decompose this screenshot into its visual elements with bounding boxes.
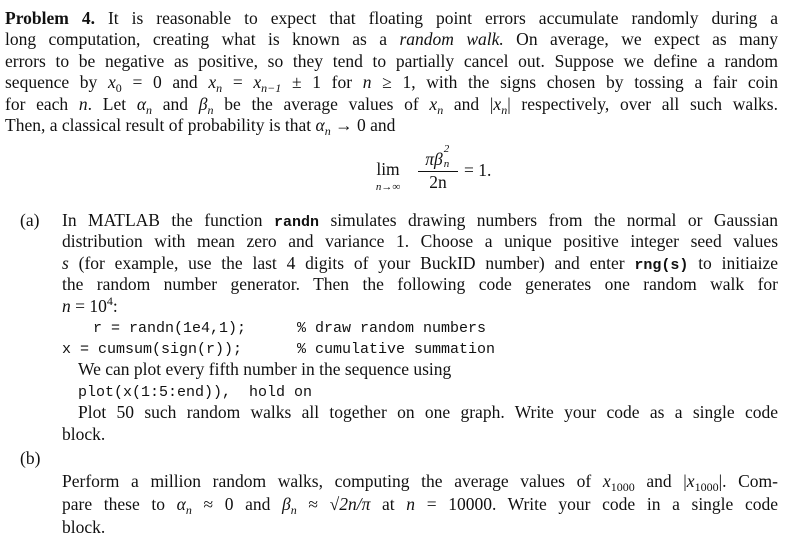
code-line-plot: plot(x(1:5:end)), hold on <box>78 384 313 401</box>
text-segment: Perform a million random walks, computing the average values of <box>62 471 603 491</box>
text-segment: for each <box>5 94 79 114</box>
numerator-scripts <box>443 143 451 170</box>
text-segment: Problem 4. <box>5 8 95 28</box>
text-segment: 4 <box>106 294 113 308</box>
text-segment: sequence by <box>5 72 108 92</box>
text-line <box>62 471 778 494</box>
text-segment: n <box>78 94 88 114</box>
text-segment: long computation, creating what is known as a <box>5 29 400 49</box>
text-segment: be the average values of <box>213 94 430 114</box>
text-segment: In MATLAB the function <box>62 210 275 230</box>
text-segment: 1000 <box>694 480 719 494</box>
text-segment: ≥ 1, with the signs chosen by tossing a fair coin <box>371 72 778 92</box>
text-segment: β <box>198 94 208 114</box>
text-segment: = 10 <box>70 296 107 316</box>
text-line <box>62 295 118 315</box>
text-segment: 2n/π <box>339 494 371 514</box>
text-segment: α <box>176 494 186 514</box>
text-segment: | respectively, over all such walks. <box>507 94 778 114</box>
text-line <box>5 29 778 49</box>
text-segment: α <box>315 115 325 135</box>
text-segment: . Let <box>87 94 137 114</box>
text-segment: = 10000. Write your code in a single code <box>415 494 778 514</box>
text-line <box>5 115 396 138</box>
text-line <box>5 51 778 71</box>
text-segment: = 0 and <box>121 72 209 92</box>
text-segment: → 0 and <box>330 115 396 135</box>
text-segment: x <box>208 72 217 92</box>
text-segment: It is reasonable to expect that floating point errors accumulate randomly during a <box>94 8 778 28</box>
text-line <box>62 253 778 273</box>
text-line <box>5 72 778 95</box>
lim-operator: lim <box>376 159 400 179</box>
text-segment: ≈ √ <box>296 494 340 514</box>
fraction-denominator: 2n <box>429 172 447 192</box>
text-segment: n <box>207 103 214 117</box>
text-segment: Then, a classical result of probability is that <box>5 115 316 135</box>
limit-equation <box>368 143 528 200</box>
text-line <box>20 448 40 468</box>
text-line <box>62 494 778 517</box>
text-segment: n <box>406 494 416 514</box>
text-segment: n <box>62 296 71 316</box>
text-segment: n−1 <box>261 81 282 95</box>
text-segment: distribution with mean zero and variance 1. Choose a unique positive integer seed values <box>62 231 778 251</box>
text-line <box>20 210 39 230</box>
text-segment: and <box>152 94 199 114</box>
code-line-randn: r = randn(1e4,1); <box>93 320 247 337</box>
text-segment: Plot 50 such random walks all together on one graph. Write your code as a single code <box>78 402 778 422</box>
text-segment: n <box>324 124 331 138</box>
numerator-sub: n <box>443 158 450 170</box>
text-segment: (for example, use the last 4 digits of your BuckID number) and enter <box>68 253 635 273</box>
inline-code: rng(s) <box>634 257 689 274</box>
text-line <box>62 517 105 537</box>
text-segment: n <box>290 503 297 517</box>
inline-code: randn <box>274 214 320 231</box>
text-segment: n <box>216 81 223 95</box>
text-segment: x <box>429 94 438 114</box>
text-segment: and | <box>443 94 494 114</box>
numerator-text: πβ <box>425 149 443 169</box>
text-segment: (a) <box>20 210 40 230</box>
text-segment: block. <box>62 517 106 537</box>
text-segment: n <box>437 103 444 117</box>
text-line <box>62 210 778 230</box>
text-segment: = <box>222 72 254 92</box>
text-line <box>78 402 778 422</box>
text-segment: errors to be negative as positive, so they tend to partially cancel out. Suppose we define a random <box>5 51 778 71</box>
text-segment: at <box>370 494 407 514</box>
text-segment: x <box>253 72 262 92</box>
text-line <box>5 8 778 28</box>
numerator-sup: 2 <box>443 143 450 155</box>
text-segment: We can plot every fifth number in the sequence using <box>78 359 452 379</box>
text-segment: simulates drawing numbers from the normal or Gaussian <box>319 210 778 230</box>
text-segment: n <box>501 103 508 117</box>
text-segment: block. <box>62 424 106 444</box>
text-segment: pare these to <box>62 494 177 514</box>
text-segment: ≈ 0 and <box>191 494 283 514</box>
text-segment: x <box>602 471 611 491</box>
text-segment: (b) <box>20 448 41 468</box>
text-segment: n <box>185 503 192 517</box>
fraction-numerator <box>416 143 460 170</box>
text-segment: |. Com- <box>718 471 778 491</box>
text-segment: x <box>493 94 502 114</box>
text-segment: s <box>62 253 69 273</box>
text-segment: x <box>686 471 695 491</box>
code-line-cumsum: x = cumsum(sign(r)); <box>62 341 243 358</box>
text-segment: ± 1 for <box>281 72 363 92</box>
text-line <box>78 359 451 379</box>
code-comment-cumsum: % cumulative summation <box>297 341 496 358</box>
text-segment: n <box>362 72 372 92</box>
text-segment: 0 <box>115 81 122 95</box>
code-comment-randn: % draw random numbers <box>297 320 487 337</box>
text-segment: α <box>136 94 147 114</box>
text-line <box>62 274 778 294</box>
text-segment: and | <box>634 471 687 491</box>
text-segment: 1000 <box>610 480 635 494</box>
text-segment: β <box>282 494 291 514</box>
text-line <box>5 94 778 117</box>
text-segment: to initiaize <box>688 253 778 273</box>
text-segment: the random number generator. Then the following code generates one random walk for <box>62 274 778 294</box>
text-line <box>62 231 778 251</box>
text-line <box>62 424 105 444</box>
text-segment: x <box>107 72 116 92</box>
text-segment: n <box>146 103 153 117</box>
text-segment: : <box>112 296 118 316</box>
lim-subscript: n→∞ <box>375 181 401 193</box>
text-segment: random walk. <box>399 29 504 49</box>
text-segment: On average, we expect as many <box>503 29 779 49</box>
equation-rhs: = 1. <box>464 160 492 180</box>
